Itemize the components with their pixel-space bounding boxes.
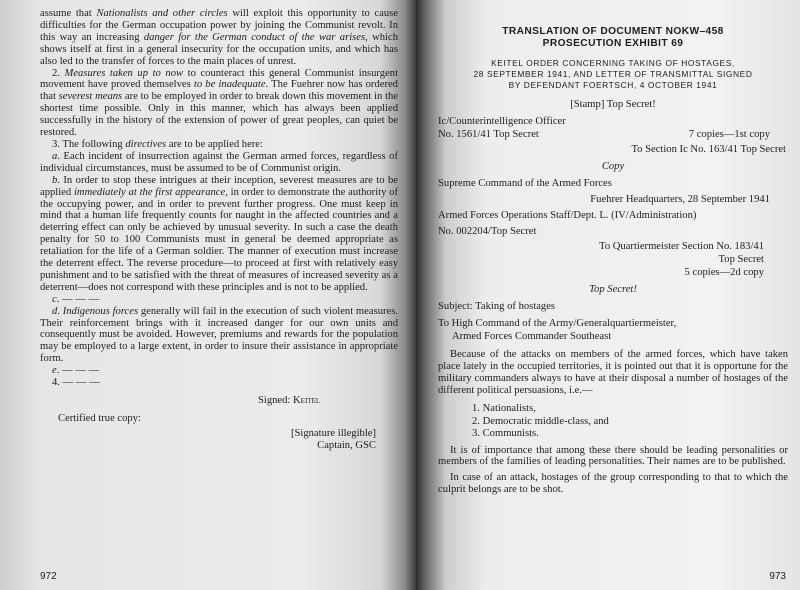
- item-letter: c: [52, 293, 57, 305]
- paragraph-e: [40, 365, 398, 377]
- right-page: [416, 0, 800, 590]
- paragraph-2: [40, 68, 398, 139]
- paragraph-attacks: Because of the attacks on members of the armed forces, which have taken place lately in the occupied territories, it is pointed out that it is opportune for the military commanders always to have at their disposal a number of hostages of the different political persuasions, i.e.—: [438, 349, 788, 397]
- paragraph-d: [40, 306, 398, 366]
- title-line: 28 SEPTEMBER 1941, AND LETTER OF TRANSMITTAL SIGNED: [473, 68, 753, 79]
- operations-staff-line: Armed Forces Operations Staff/Dept. L. (IV/Administration): [438, 210, 697, 222]
- paragraph-importance: It is of importance that among these there should be leading personalities or members of the families of leading personalities. Their names are to be published.: [438, 444, 788, 468]
- page-number-right: 973: [769, 571, 786, 582]
- item-letter: e: [52, 365, 57, 377]
- header-translation: TRANSLATION OF DOCUMENT NOKW–458: [502, 26, 724, 37]
- text-run-italic: Nationalists and other circles: [96, 8, 228, 19]
- text-run: 2.: [52, 67, 65, 79]
- title-line: KEITEL ORDER CONCERNING TAKING OF HOSTAGES,: [491, 58, 735, 68]
- signer-name: Keitel: [293, 395, 321, 406]
- text-run: . — — —: [56, 365, 100, 377]
- number-2-line: No. 002204/Top Secret: [438, 226, 537, 238]
- paragraph-b: [40, 175, 398, 294]
- supreme-command-line: Supreme Command of the Armed Forces: [438, 178, 612, 190]
- text-run: , in order to demonstrate the authority of the occupying power, and in order to prevent further progress. One must keep in mind that a human life frequently counts for naught in the affected countries and a deterring effect can only be achieved by unusual severity. In such a case the death penalty for 50 to 100 Communists must in general be deemed appropriate as retaliation for the life of a German soldier. The manner of execution must increase the deterrent effect. The reverse procedure—to proceed at first with relatively easy punishment and to be satisfied with the threat of measures of increased severity as a deterrent—does not correspond with these principles and is not to be applied.: [40, 186, 398, 293]
- signed-label: Signed:: [258, 395, 291, 406]
- text-run: generally will fail in the execution of such violent measures. Their reinforcement brings with it increased danger for our own units and consequently must be avoided. However, premiums and rewards for the population may be employed to a large extent, in order to insure their assistance in appropriate form.: [40, 305, 398, 365]
- subject-line: Subject: Taking of hostages: [438, 301, 556, 313]
- text-run-italic: danger for the German conduct of the war arises: [143, 31, 366, 43]
- quartiermeister-top-secret: Top Secret: [718, 254, 764, 266]
- paragraph-c: [40, 294, 398, 306]
- text-run: assume that: [40, 8, 97, 19]
- office-line: Ic/Counterintelligence Officer: [438, 116, 566, 128]
- text-run-italic: to be inadequate: [193, 79, 266, 91]
- paragraph-attack-case: In case of an attack, hostages of the group corresponding to that to which the culprit belongs are to be shot.: [438, 472, 788, 496]
- text-run-italic: Indigenous forces: [62, 305, 139, 317]
- copies-first: 7 copies—1st copy: [688, 129, 770, 141]
- header-exhibit: PROSECUTION EXHIBIT 69: [542, 37, 684, 49]
- title-line: BY DEFENDANT FOERTSCH, 4 OCTOBER 1941: [508, 79, 718, 90]
- item-letter: d: [52, 305, 58, 317]
- hostage-groups-list: [438, 403, 788, 441]
- certified-label: Certified true copy:: [58, 412, 141, 424]
- text-run-italic: immediately at the first appearance: [73, 186, 226, 198]
- copy-label: Copy: [601, 161, 625, 173]
- text-run: to counteract this general Communist insurgent movement have proved themselves: [40, 67, 399, 91]
- text-run-italic: Measures taken up to now: [64, 67, 184, 79]
- number-line: No. 1561/41 Top Secret: [438, 129, 539, 141]
- text-run: , which shows itself at first in a general insecurity for the occupation units, and which has also led to the transfer of forces to the main places of unrest.: [40, 31, 398, 67]
- signature-illegible: [Signature illegible]: [290, 427, 376, 439]
- to-section-line: To Section Ic No. 163/41 Top Secret: [631, 144, 786, 156]
- item-letter: a: [52, 150, 58, 162]
- stamp-line: [Stamp] Top Secret!: [570, 99, 656, 111]
- page-number-left: 972: [40, 571, 57, 582]
- top-secret-heading: Top Secret!: [589, 284, 637, 296]
- list-item: 3. Communists.: [472, 428, 539, 440]
- text-run-italic: directives: [125, 138, 167, 150]
- text-run: will exploit this opportunity to cause difficulties for the German occupation power by joining the Communist revolt. In this way an increasing: [40, 8, 398, 43]
- document-title: [438, 58, 788, 90]
- text-run: 3. The following: [52, 138, 126, 150]
- addressee-line-1: To High Command of the Army/Generalquartiermeister,: [438, 318, 677, 330]
- list-item: 2. Democratic middle-class, and: [472, 415, 609, 427]
- list-item: 1. Nationalists,: [472, 403, 536, 415]
- text-run: are to be applied here:: [166, 138, 263, 150]
- text-run: are to be employed in order to break down this movement in the shortest time possible. Only in this manner, which has always been applied successfully in the history of the extension of power of great peoples, can quiet be restored.: [40, 91, 398, 139]
- document-header: [438, 26, 788, 49]
- item-letter: b: [52, 174, 58, 186]
- text-run-italic: severest means: [58, 91, 123, 103]
- text-run: . — — —: [56, 293, 100, 305]
- text-run: . Each incident of insurrection against the German armed forces, regardless of individual circumstances, must be assumed to be of Communist origin.: [40, 150, 398, 174]
- paragraph-4: 4. — — —: [52, 377, 100, 389]
- text-run: . In order to stop these intrigues at their inception, severest measures are to be applied: [40, 174, 398, 198]
- text-run: .: [57, 305, 63, 317]
- text-run: . The Fuehrer now has ordered that: [40, 79, 398, 103]
- paragraph-1: [40, 8, 398, 68]
- captain-rank: Captain, GSC: [317, 439, 376, 451]
- fuehrer-hq-line: Fuehrer Headquarters, 28 September 1941: [590, 194, 770, 206]
- paragraph-a: [40, 151, 398, 175]
- quartiermeister-line: To Quartiermeister Section No. 183/41: [599, 241, 764, 253]
- signed-line: [40, 395, 398, 407]
- paragraph-3: [40, 139, 398, 151]
- number-row: [438, 128, 788, 141]
- addressee-line-2: Armed Forces Commander Southeast: [452, 331, 612, 343]
- copies-second: 5 copies—2d copy: [684, 267, 764, 279]
